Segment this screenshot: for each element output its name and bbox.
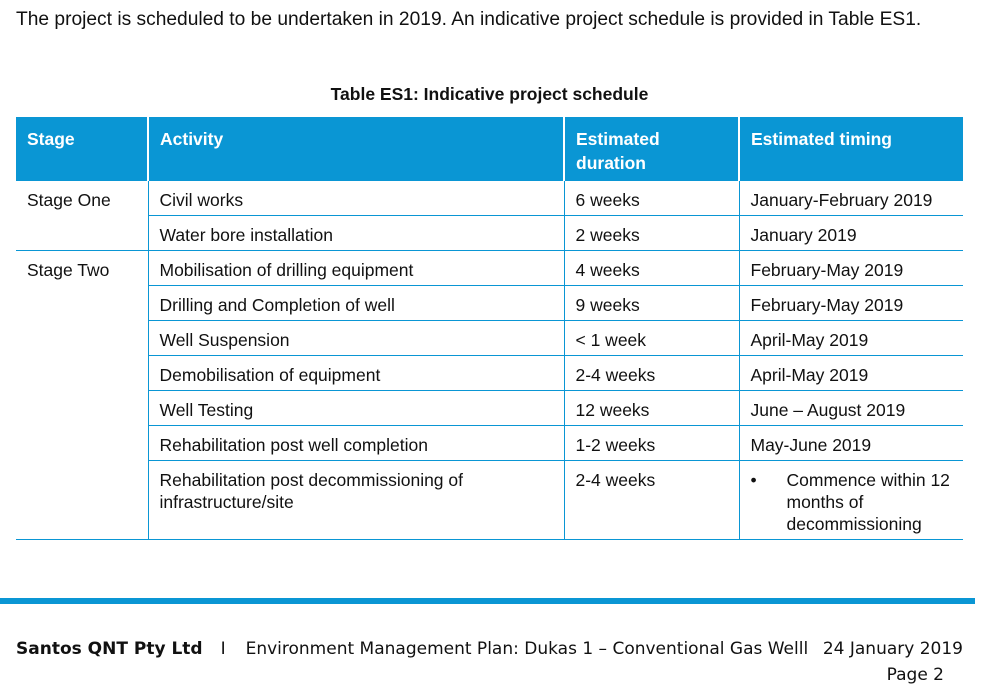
header-timing: Estimated timing (739, 117, 963, 181)
duration-cell: < 1 week (564, 321, 739, 356)
timing-bullet-item (751, 469, 954, 535)
footer-date: 24 January 2019 (822, 639, 963, 659)
activity-cell: Demobilisation of equipment (148, 356, 564, 391)
table-row (16, 461, 963, 540)
duration-cell: 2 weeks (564, 216, 739, 251)
duration-cell: 1-2 weeks (564, 426, 739, 461)
stage-cell (16, 216, 148, 251)
activity-cell: Water bore installation (148, 216, 564, 251)
project-schedule-table (16, 117, 963, 540)
bullet-point: • (750, 470, 757, 490)
table-row (16, 181, 963, 216)
header-duration: Estimated duration (564, 117, 739, 181)
activity-cell: Well Suspension (148, 321, 564, 356)
page-footer (16, 636, 963, 685)
timing-cell: January-February 2019 (739, 181, 963, 216)
stage-cell (16, 286, 148, 321)
footer-company: Santos QNT Pty Ltd (16, 639, 203, 659)
table-caption: Table ES1: Indicative project schedule (330, 84, 649, 104)
footer-separator: I (220, 639, 226, 659)
table-row (16, 426, 963, 461)
duration-cell: 4 weeks (564, 251, 739, 286)
header-activity: Activity (148, 117, 564, 181)
timing-cell: April-May 2019 (739, 321, 963, 356)
activity-cell: Civil works (148, 181, 564, 216)
table-row (16, 216, 963, 251)
header-stage: Stage (16, 117, 148, 181)
intro-paragraph: The project is scheduled to be undertaken in 2019. An indicative project schedule is provided in Table ES1. (16, 9, 922, 30)
duration-cell: 9 weeks (564, 286, 739, 321)
duration-cell: 2-4 weeks (564, 461, 739, 540)
timing-cell: June – August 2019 (739, 391, 963, 426)
table-row (16, 251, 963, 286)
duration-cell: 2-4 weeks (564, 356, 739, 391)
timing-cell: April-May 2019 (739, 356, 963, 391)
table-row (16, 321, 963, 356)
activity-cell: Rehabilitation post well completion (148, 426, 564, 461)
activity-cell: Drilling and Completion of well (148, 286, 564, 321)
activity-cell: Rehabilitation post decommissioning of infrastructure/site (148, 461, 564, 540)
stage-cell (16, 426, 148, 461)
duration-cell: 6 weeks (564, 181, 739, 216)
timing-cell: February-May 2019 (739, 251, 963, 286)
table-row (16, 391, 963, 426)
timing-cell (739, 461, 963, 540)
footer-document-title: Environment Management Plan: Dukas 1 – Conventional Gas Welll (245, 639, 809, 659)
stage-cell (16, 321, 148, 356)
activity-cell: Well Testing (148, 391, 564, 426)
stage-cell (16, 461, 148, 540)
activity-cell: Mobilisation of drilling equipment (148, 251, 564, 286)
footer-page-number: Page 2 (886, 665, 944, 685)
timing-cell: January 2019 (739, 216, 963, 251)
timing-cell: May-June 2019 (739, 426, 963, 461)
table-row (16, 286, 963, 321)
timing-text: Commence within 12 months of decommissioning (786, 470, 950, 534)
stage-cell (16, 391, 148, 426)
table-row (16, 356, 963, 391)
footer-divider (0, 598, 975, 604)
stage-cell (16, 356, 148, 391)
table-header-row (16, 117, 963, 181)
stage-cell: Stage Two (27, 260, 110, 280)
timing-cell: February-May 2019 (739, 286, 963, 321)
stage-cell: Stage One (27, 190, 111, 210)
duration-cell: 12 weeks (564, 391, 739, 426)
